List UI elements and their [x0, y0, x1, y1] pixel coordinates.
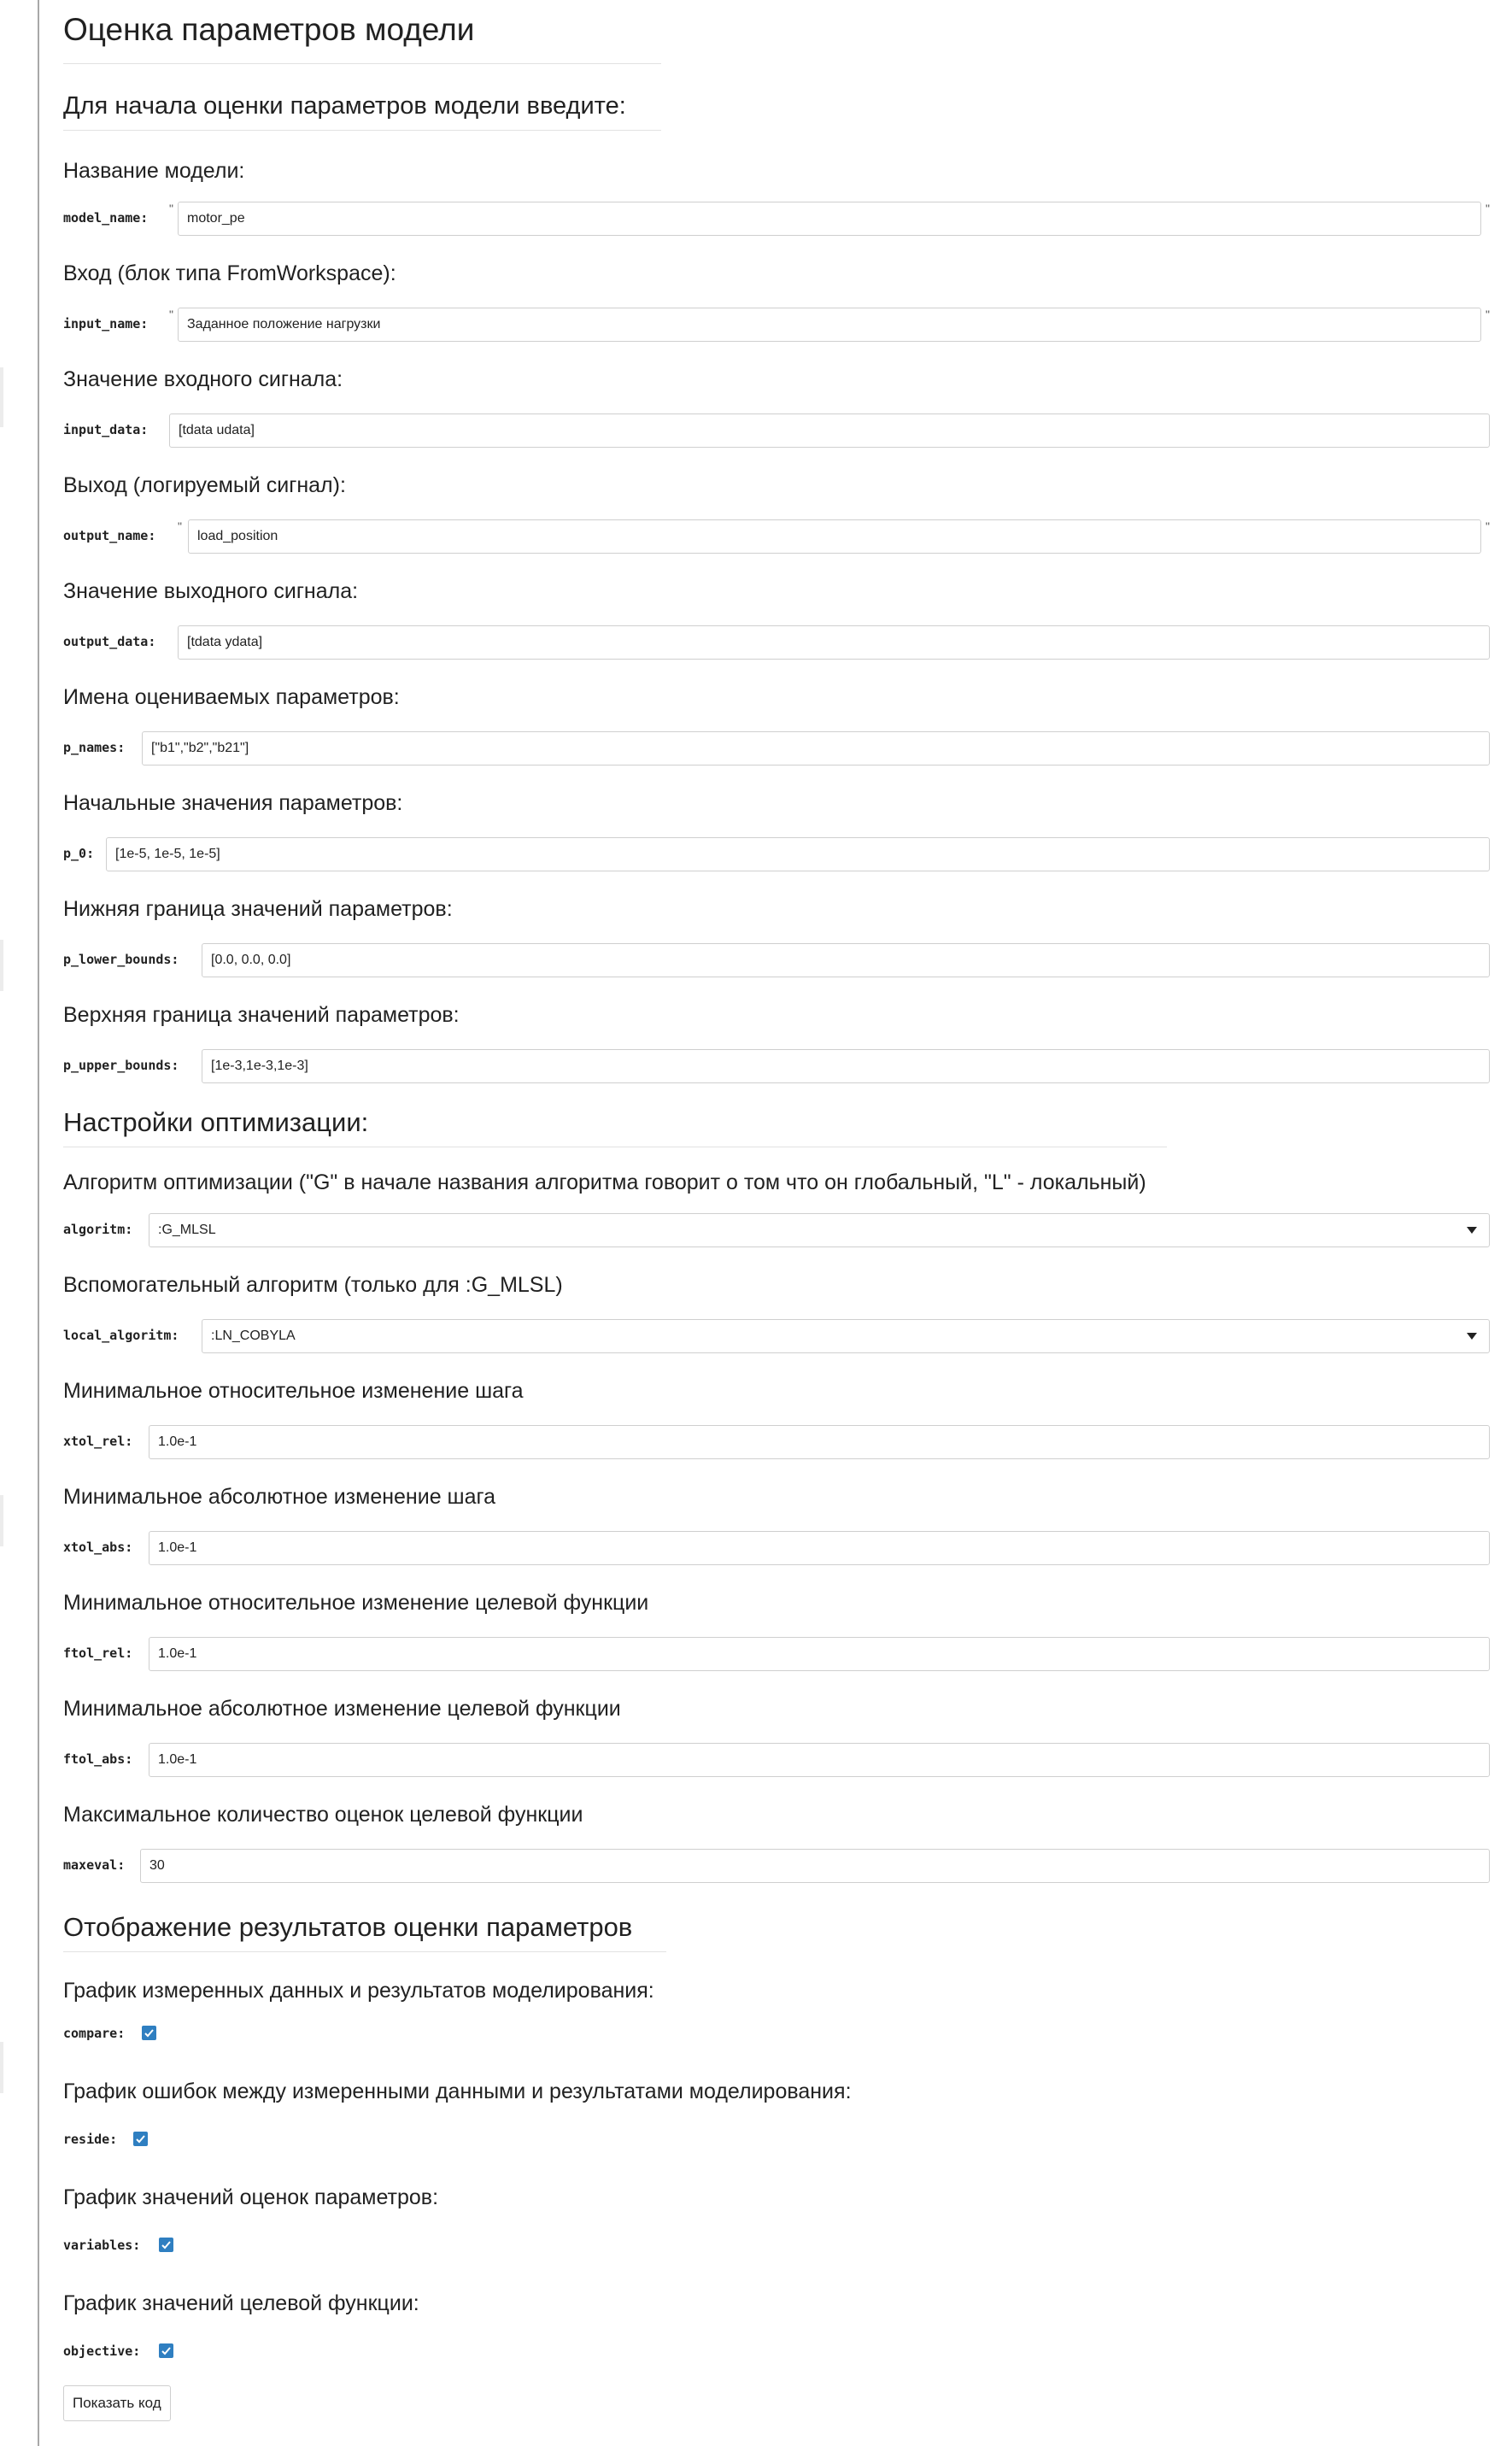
objective-label: График значений целевой функции: [63, 2291, 419, 2315]
output-data-row [63, 625, 1490, 660]
open-quote: " [169, 202, 173, 215]
checkmark-icon [161, 2345, 172, 2356]
gutter-marker [0, 367, 3, 427]
ftol-abs-row [63, 1743, 1490, 1777]
local-algoritm-select[interactable] [202, 1319, 1490, 1353]
ftol-rel-input[interactable]: 1.0e-1 [149, 1637, 1490, 1671]
p-lower-bounds-field-name: p_lower_bounds: [63, 952, 179, 967]
objective-field-name: objective: [63, 2343, 141, 2359]
p-0-label: Начальные значения параметров: [63, 791, 403, 815]
model-name-row [63, 202, 1490, 236]
input-name-label: Вход (блок типа FromWorkspace): [63, 261, 396, 285]
gutter-marker [0, 2042, 3, 2093]
results-divider [63, 1951, 666, 1952]
xtol-rel-row [63, 1425, 1490, 1459]
model-name-field-name: model_name: [63, 210, 149, 226]
checkmark-icon [135, 2133, 146, 2144]
input-data-field-name: input_data: [63, 422, 149, 437]
local-algoritm-row [63, 1319, 1490, 1353]
page-title: Оценка параметров модели [63, 12, 475, 47]
xtol-abs-row [63, 1531, 1490, 1565]
reside-label: График ошибок между измеренными данными и результатами моделирования: [63, 2079, 852, 2103]
model-name-label: Название модели: [63, 159, 245, 183]
algoritm-label: Алгоритм оптимизации ("G" в начале названия алгоритма говорит о том что он глобальный, "L" - локальный) [63, 1170, 1146, 1194]
local-algoritm-selected-value: :LN_COBYLA [211, 1329, 296, 1343]
output-data-field-name: output_data: [63, 634, 156, 649]
p-names-field-name: p_names: [63, 740, 126, 755]
p-names-row [63, 731, 1490, 765]
maxeval-input[interactable]: 30 [140, 1849, 1490, 1883]
output-data-label: Значение выходного сигнала: [63, 579, 359, 603]
maxeval-field-name: maxeval: [63, 1857, 126, 1873]
ftol-rel-label: Минимальное относительное изменение целевой функции [63, 1591, 649, 1615]
p-upper-bounds-field-name: p_upper_bounds: [63, 1058, 179, 1073]
close-quote: " [1486, 202, 1490, 215]
input-data-input[interactable]: [tdata udata] [169, 414, 1490, 448]
xtol-rel-input[interactable]: 1.0e-1 [149, 1425, 1490, 1459]
compare-field-name: compare: [63, 2026, 126, 2041]
ftol-abs-input[interactable]: 1.0e-1 [149, 1743, 1490, 1777]
open-quote: " [169, 308, 173, 321]
output-name-row [63, 519, 1490, 554]
xtol-abs-field-name: xtol_abs: [63, 1540, 133, 1555]
intro-divider [63, 130, 661, 131]
output-data-input[interactable]: [tdata ydata] [178, 625, 1490, 660]
p-upper-bounds-row [63, 1049, 1490, 1083]
output-name-label: Выход (логируемый сигнал): [63, 473, 346, 497]
results-heading: Отображение результатов оценки параметров [63, 1912, 633, 1942]
reside-checkbox[interactable] [133, 2132, 148, 2146]
p-lower-bounds-input[interactable]: [0.0, 0.0, 0.0] [202, 943, 1490, 977]
output-name-field-name: output_name: [63, 528, 156, 543]
p-upper-bounds-input[interactable]: [1e-3,1e-3,1e-3] [202, 1049, 1490, 1083]
p-lower-bounds-label: Нижняя граница значений параметров: [63, 897, 453, 921]
local-algoritm-label: Вспомогательный алгоритм (только для :G_MLSL) [63, 1273, 563, 1297]
gutter-marker [0, 1495, 3, 1546]
cell-left-rule [38, 0, 39, 2446]
compare-row [63, 2023, 1490, 2045]
ftol-abs-label: Минимальное абсолютное изменение целевой функции [63, 1697, 621, 1721]
xtol-abs-label: Минимальное абсолютное изменение шага [63, 1485, 495, 1509]
checkmark-icon [144, 2027, 155, 2038]
input-name-row [63, 308, 1490, 342]
close-quote: " [1486, 308, 1490, 321]
local-algoritm-field-name: local_algoritm: [63, 1328, 179, 1343]
xtol-rel-label: Минимальное относительное изменение шага [63, 1379, 524, 1403]
gutter-marker [0, 940, 3, 991]
variables-row [63, 2235, 1490, 2257]
objective-row [63, 2341, 1490, 2363]
p-0-input[interactable]: [1e-5, 1e-5, 1e-5] [106, 837, 1490, 871]
optimization-heading: Настройки оптимизации: [63, 1107, 369, 1137]
input-name-field-name: input_name: [63, 316, 149, 331]
ftol-rel-field-name: ftol_rel: [63, 1645, 133, 1661]
objective-checkbox[interactable] [159, 2343, 173, 2358]
variables-label: График значений оценок параметров: [63, 2185, 439, 2209]
compare-label: График измеренных данных и результатов моделирования: [63, 1979, 654, 2003]
algoritm-field-name: algoritm: [63, 1222, 133, 1237]
output-name-input[interactable]: load_position [188, 519, 1481, 554]
ftol-rel-row [63, 1637, 1490, 1671]
p-lower-bounds-row [63, 943, 1490, 977]
chevron-down-icon [1467, 1333, 1477, 1340]
algoritm-selected-value: :G_MLSL [158, 1223, 216, 1237]
input-name-input[interactable]: Заданное положение нагрузки [178, 308, 1481, 342]
compare-checkbox[interactable] [142, 2026, 156, 2040]
p-upper-bounds-label: Верхняя граница значений параметров: [63, 1003, 460, 1027]
xtol-abs-input[interactable]: 1.0e-1 [149, 1531, 1490, 1565]
algoritm-select[interactable] [149, 1213, 1490, 1247]
maxeval-label: Максимальное количество оценок целевой функции [63, 1803, 583, 1827]
input-data-row [63, 414, 1490, 448]
chevron-down-icon [1467, 1227, 1477, 1234]
p-names-label: Имена оцениваемых параметров: [63, 685, 400, 709]
p-0-field-name: p_0: [63, 846, 95, 861]
title-divider [63, 63, 661, 64]
model-name-input[interactable]: motor_pe [178, 202, 1481, 236]
reside-field-name: reside: [63, 2132, 118, 2147]
intro-heading: Для начала оценки параметров модели введите: [63, 92, 626, 120]
variables-field-name: variables: [63, 2238, 141, 2253]
p-0-row [63, 837, 1490, 871]
input-data-label: Значение входного сигнала: [63, 367, 343, 391]
variables-checkbox[interactable] [159, 2238, 173, 2252]
checkmark-icon [161, 2239, 172, 2250]
p-names-input[interactable]: ["b1","b2","b21"] [142, 731, 1490, 765]
xtol-rel-field-name: xtol_rel: [63, 1434, 133, 1449]
maxeval-row [63, 1849, 1490, 1883]
reside-row [63, 2129, 1490, 2151]
show-code-button[interactable]: Показать код [63, 2385, 171, 2421]
close-quote: " [1486, 519, 1490, 533]
algoritm-row [63, 1213, 1490, 1247]
open-quote: " [178, 519, 182, 533]
ftol-abs-field-name: ftol_abs: [63, 1751, 133, 1767]
